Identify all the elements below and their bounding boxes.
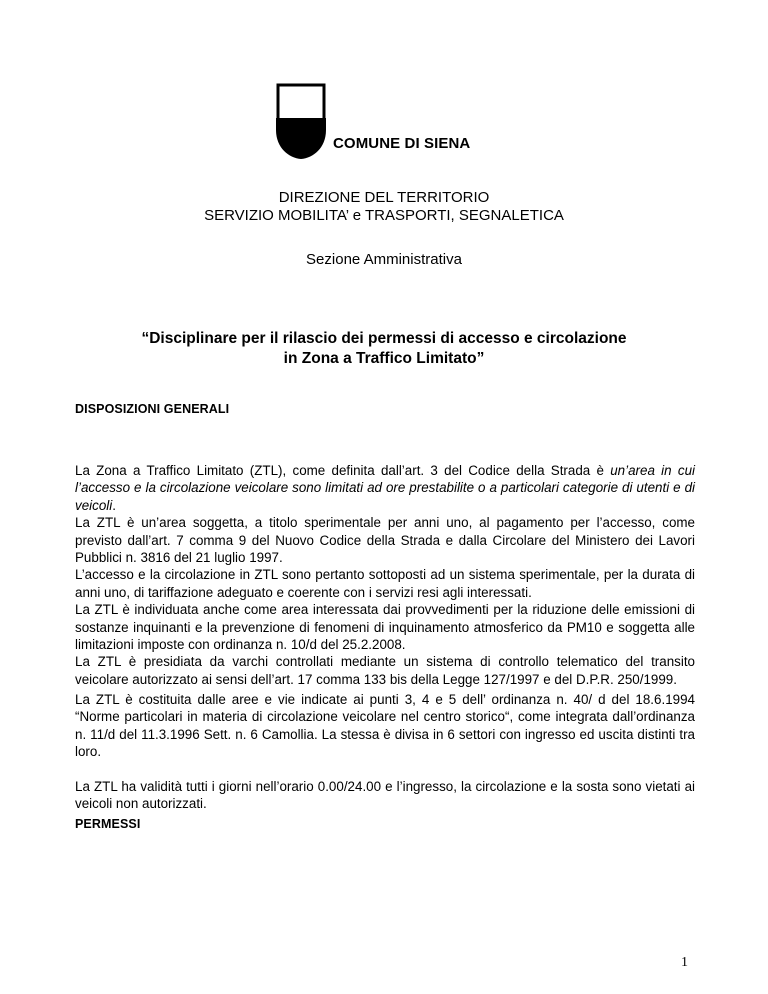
section-heading-general: DISPOSIZIONI GENERALI bbox=[75, 402, 230, 416]
ztl-paid-access: La ZTL è un’area soggetta, a titolo sperimentale per anni uno, al pagamento per l’accesso, come previsto dall’art. 7 comma 9 del Nuovo Codice della Strada e dalla Circolare del Ministero dei Lavori Pubblici n. 3816 del 21 luglio 1997. bbox=[75, 515, 695, 566]
department-title: DIREZIONE DEL TERRITORIO bbox=[278, 189, 490, 206]
ztl-definition-end: . bbox=[112, 497, 116, 513]
document-title-line-2: in Zona a Traffico Limitato” bbox=[283, 350, 485, 367]
siena-coat-of-arms-icon bbox=[273, 82, 329, 160]
ztl-definition-quote: un’area in cui l’accesso e la circolazione veicolare sono limitati ad ore prestabilite o a particolari categorie di utenti e di veicoli bbox=[75, 463, 695, 513]
ztl-gate-control: La ZTL è presidiata da varchi controllati mediante un sistema di controllo telematico del transito veicolare autorizzato ai sensi dell’art. 17 comma 133 bis della Legge 127/1997 e del D.P.R. 250/1999. bbox=[75, 654, 695, 687]
general-paragraph-3 bbox=[75, 778, 695, 813]
general-paragraph-1 bbox=[75, 462, 695, 688]
service-title: SERVIZIO MOBILITA’ e TRASPORTI, SEGNALETICA bbox=[204, 207, 564, 224]
document-title bbox=[0, 329, 768, 369]
ztl-validity: La ZTL ha validità tutti i giorni nell’orario 0.00/24.00 e l’ingresso, la circolazione e la sosta sono vietati ai veicoli non autorizzati. bbox=[75, 779, 695, 812]
section-title: Sezione Amministrativa bbox=[306, 251, 462, 268]
general-paragraph-2 bbox=[75, 691, 695, 761]
ztl-area-definition: La ZTL è costituita dalle aree e vie indicate ai punti 3, 4 e 5 dell’ ordinanza n. 40/ d del 18.6.1994 “Norme particolari in materia di circolazione veicolare nel centro storico“, come integrata dall’ordinanza n. 11/d del 11.3.1996 Sett. n. 6 Camollia. La stessa è divisa in 6 settori con ingresso ed uscita distinti tra loro. bbox=[75, 692, 695, 760]
ztl-pollution-limits: La ZTL è individuata anche come area interessata dai provvedimenti per la riduzione delle emissioni di sostanze inquinanti e la prevenzione di fenomeni di inquinamento atmosferico da PM10 e soggetta alle limitazioni imposte con ordinanza n. 10/d del 25.2.2008. bbox=[75, 602, 695, 653]
page-number: 1 bbox=[681, 955, 688, 970]
ztl-definition bbox=[75, 462, 695, 514]
document-title-line-1: “Disciplinare per il rilascio dei permessi di accesso e circolazione bbox=[141, 330, 627, 347]
org-name: COMUNE DI SIENA bbox=[333, 135, 471, 152]
ztl-definition-intro: La Zona a Traffico Limitato (ZTL), come definita dall’art. 3 del Codice della Strada è bbox=[75, 463, 611, 478]
section-heading-permits: PERMESSI bbox=[75, 817, 141, 831]
ztl-tariff-system: L’accesso e la circolazione in ZTL sono pertanto sottoposti ad un sistema sperimentale, per la durata di anni uno, di tariffazione adeguato e coerente con i servizi resi agli interessati. bbox=[75, 567, 695, 600]
